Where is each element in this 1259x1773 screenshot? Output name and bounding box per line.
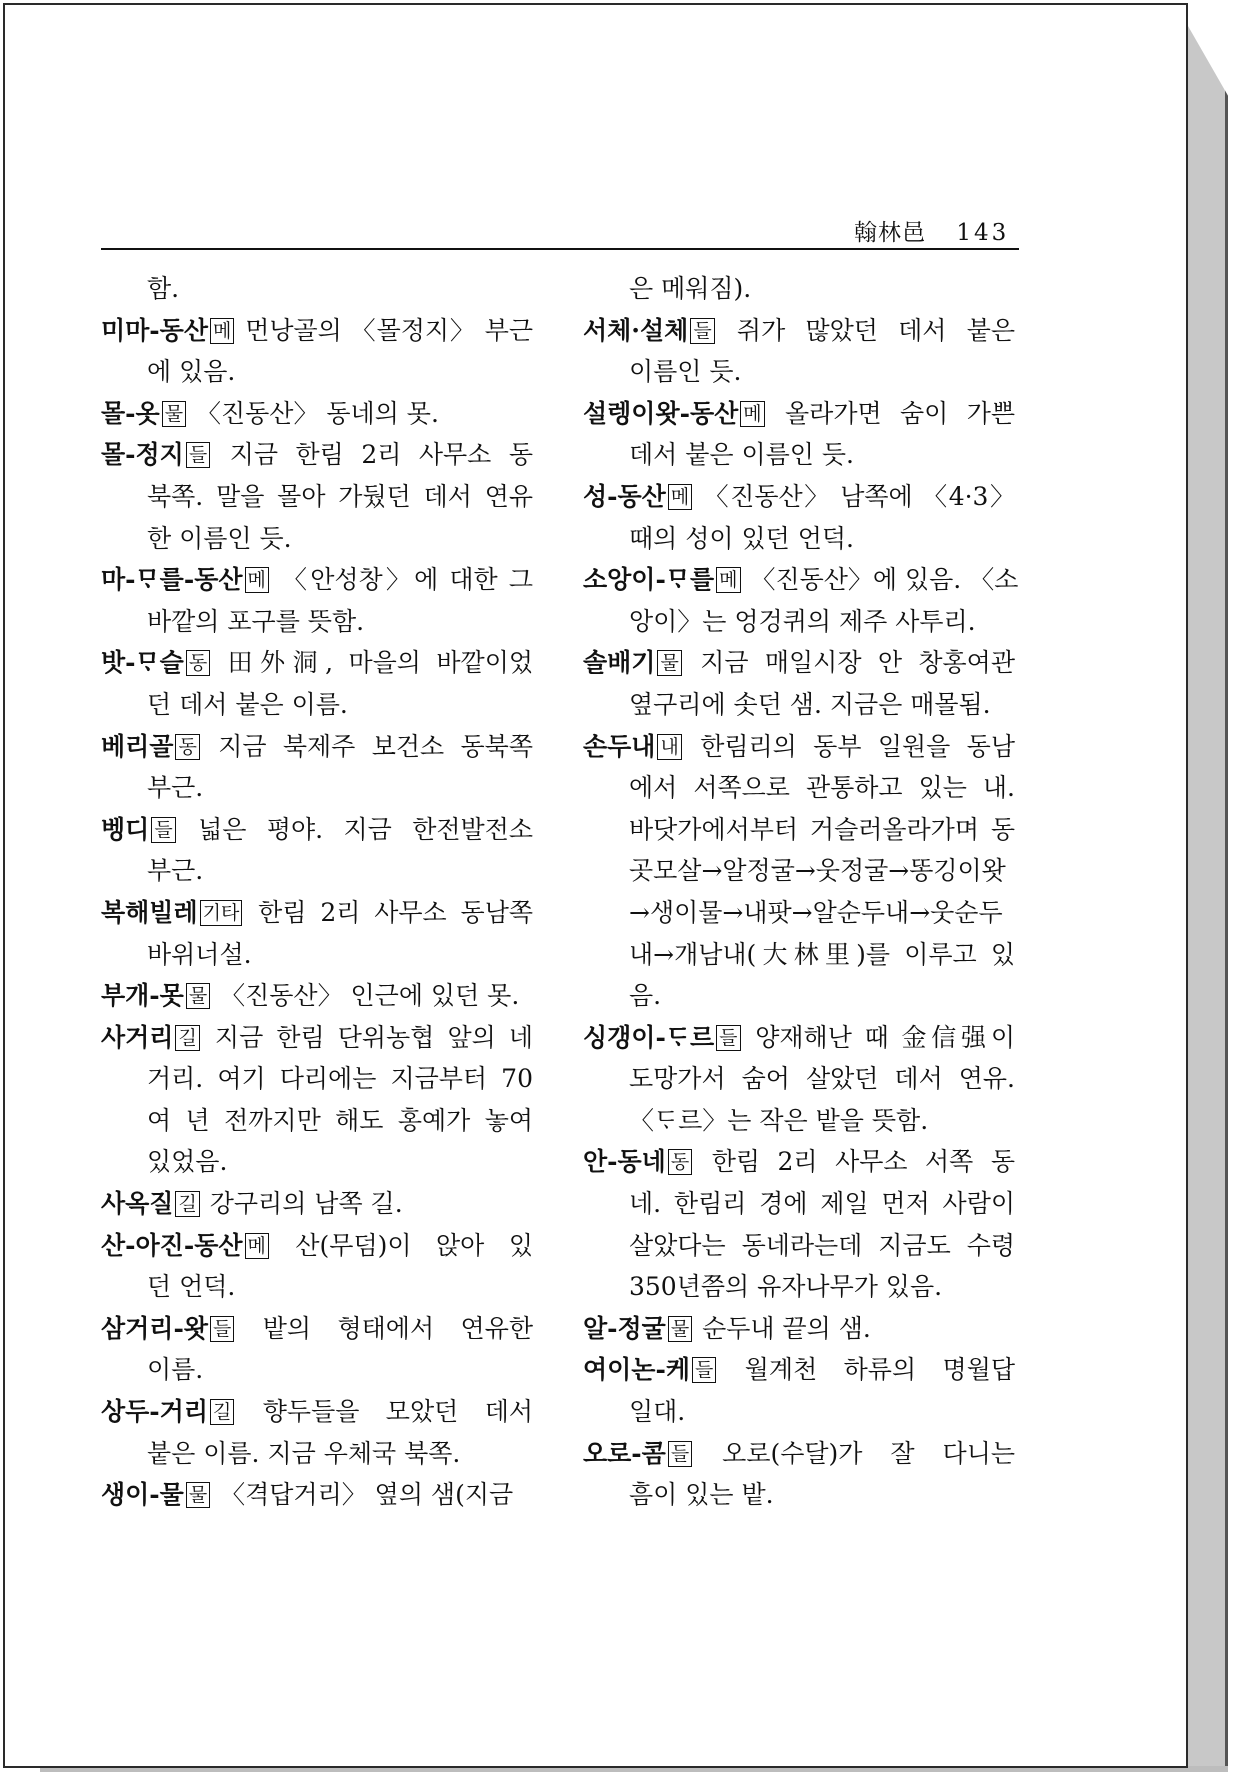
entry-category-tag: 메	[668, 484, 692, 510]
entry-continuation: 바닷가에서부터 거슬러올라가며 동	[629, 814, 1015, 844]
entry-category-tag: 물	[186, 1482, 210, 1508]
entry-first-line	[583, 1141, 1015, 1183]
entry-continuation: 부근.	[147, 773, 204, 803]
entry-first-line	[101, 892, 533, 934]
entry-first-line	[101, 1474, 533, 1516]
entry-continuation: 이름.	[147, 1355, 204, 1385]
entry-continuation: 바깥의 포구를 뜻함.	[147, 606, 365, 636]
entry-category-tag: 메	[740, 401, 764, 427]
entry-headword: 생이-물	[101, 1480, 184, 1510]
entry-headword: 삼거리-왓	[101, 1313, 208, 1343]
entry-category-tag: 메	[716, 567, 740, 593]
entry-first-line	[583, 476, 1015, 518]
entry-definition: 오로(수달)가 잘 다니는	[694, 1438, 1015, 1468]
entry-headword: 산-아진-동산	[101, 1230, 243, 1260]
entry-category-tag: 들	[690, 318, 714, 344]
entry-definition: 쥐가 많았던 데서 붙은	[716, 315, 1015, 345]
entry-definition: 〈진동산〉 남쪽에 〈4·3〉	[694, 481, 1015, 511]
entry-category-tag: 메	[245, 1233, 269, 1259]
entry-headword: 복해빌레	[101, 897, 198, 927]
entry-category-tag: 동	[668, 1149, 692, 1175]
entry-first-line	[101, 434, 533, 476]
entry-continuation: 옆구리에 솟던 샘. 지금은 매몰됨.	[629, 689, 991, 719]
entry-headword: 손두내	[583, 731, 656, 761]
entry-continuation: 내→개남내(大林里)를 이루고 있	[629, 939, 1015, 969]
entry-continuation: 살았다는 동네라는데 지금도 수령	[629, 1230, 1015, 1260]
entry-category-tag: 내	[657, 734, 681, 760]
page-edge-shadow	[1188, 26, 1228, 1770]
entry-definition: 양재해난 때 金信强이	[742, 1022, 1015, 1052]
entry-first-line	[583, 1308, 1015, 1350]
entry-definition: 〈격답거리〉 옆의 샘(지금	[212, 1480, 514, 1510]
entry-definition: 순두내 끝의 샘.	[694, 1313, 871, 1343]
entry-category-tag: 동	[175, 734, 199, 760]
entry-definition: 한림리의 동부 일원을 동남	[683, 731, 1015, 761]
entry-category-tag: 메	[210, 318, 234, 344]
entry-first-line	[583, 1017, 1015, 1059]
entry-continuation: 350년쯤의 유자나무가 있음.	[629, 1272, 943, 1302]
header-rule	[101, 248, 1019, 250]
entry-headword: 베리골	[101, 731, 174, 761]
entry-definition: 지금 한림 2리 사무소 동	[212, 440, 533, 470]
entry-definition: 〈안성창〉에 대한 그	[270, 565, 533, 595]
entry-headword: 설렝이왓-동산	[583, 398, 739, 428]
entry-continuation: 에 있음.	[147, 357, 236, 387]
entry-continuation: 〈ᄃᆞ르〉는 작은 밭을 뜻함.	[629, 1105, 929, 1135]
entry-category-tag: 물	[668, 1316, 692, 1342]
page-number: 143	[956, 220, 1010, 246]
entry-definition: 산(무덤)이 앉아 있	[270, 1230, 533, 1260]
entry-category-tag: 들	[716, 1025, 740, 1051]
entry-headword: 몰-정지	[101, 440, 184, 470]
entry-headword: 벵디	[101, 814, 150, 844]
entry-continuation: 여 년 전까지만 해도 홍예가 놓여	[147, 1105, 533, 1135]
entry-headword: 오로-콤	[583, 1438, 666, 1468]
entry-category-tag: 메	[245, 567, 269, 593]
entry-first-line	[101, 559, 533, 601]
entry-continuation: 은 메워짐).	[629, 274, 752, 303]
entry-headword: 소앙이-ᄆᆞ를	[583, 565, 715, 595]
entry-headword: 여이논-케	[583, 1355, 690, 1385]
entry-category-tag: 길	[210, 1399, 234, 1425]
entry-headword: 몰-옷	[101, 398, 160, 428]
entry-first-line	[583, 1433, 1015, 1475]
entry-continuation: 흠이 있는 밭.	[629, 1480, 774, 1510]
entry-definition: 지금 매일시장 안 창홍여관	[683, 648, 1015, 678]
entry-first-line	[101, 726, 533, 768]
entry-continuation: 일대.	[629, 1397, 686, 1427]
entry-category-tag: 길	[175, 1191, 199, 1217]
entry-continuation: 함.	[147, 274, 180, 303]
entry-category-tag: 길	[175, 1025, 199, 1051]
entry-first-line	[583, 726, 1015, 768]
entry-definition: 田外洞, 마을의 바깥이었	[212, 648, 533, 678]
entry-first-line	[101, 1308, 533, 1350]
entry-headword: 상두-거리	[101, 1397, 208, 1427]
entry-continuation: 네. 한림리 경에 제일 먼저 사람이	[629, 1189, 1015, 1219]
entry-continuation: 북쪽. 말을 몰아 가뒀던 데서 연유	[147, 481, 533, 511]
entry-continuation: 부근.	[147, 856, 204, 886]
entry-headword: 솔배기	[583, 648, 656, 678]
entry-continuation: 한 이름인 듯.	[147, 523, 292, 553]
entry-first-line	[101, 1391, 533, 1433]
entry-continuation: →생이물→내팟→알순두내→웃순두	[629, 897, 1003, 927]
right-column	[583, 268, 1019, 1516]
entry-headword: 마-ᄆᆞ를-동산	[101, 565, 243, 595]
entry-headword: 사거리	[101, 1022, 174, 1052]
entry-headword: 사옥질	[101, 1189, 174, 1219]
entry-continuation: 때의 성이 있던 언덕.	[629, 523, 854, 553]
entry-continuation: 던 언덕.	[147, 1272, 236, 1302]
entry-continuation: 붙은 이름. 지금 우체국 북쪽.	[147, 1438, 461, 1468]
entry-first-line	[101, 310, 533, 352]
entry-headword: 안-동네	[583, 1147, 666, 1177]
entry-first-line	[583, 559, 1019, 601]
entry-category-tag: 들	[186, 442, 210, 468]
entry-definition: 〈진동산〉에 있음. 〈소	[742, 565, 1019, 595]
entry-definition: 밭의 형태에서 연유한	[236, 1313, 533, 1343]
entry-category-tag: 물	[186, 983, 210, 1009]
entry-continuation: 데서 붙은 이름인 듯.	[629, 440, 854, 470]
entry-headword: 성-동산	[583, 481, 666, 511]
entry-continuation: 이름인 듯.	[629, 357, 742, 387]
entry-headword: 부개-못	[101, 981, 184, 1011]
entry-headword: 밧-ᄆᆞ슬	[101, 648, 184, 678]
entry-definition: 〈진동산〉 동네의 못.	[188, 398, 439, 428]
entry-definition: 한림 2리 사무소 동남쪽	[244, 897, 533, 927]
entry-continuation: 앙이〉는 엉겅퀴의 제주 사투리.	[629, 606, 976, 636]
entry-first-line	[583, 310, 1015, 352]
running-head-title: 翰林邑	[854, 220, 926, 246]
entry-first-line	[101, 393, 533, 435]
entry-category-tag: 동	[186, 650, 210, 676]
entry-definition: 넓은 평야. 지금 한전발전소	[177, 814, 533, 844]
entry-headword: 서체·설체	[583, 315, 689, 345]
entry-continuation: 에서 서쪽으로 관통하고 있는 내.	[629, 773, 1015, 803]
entry-headword: 싱갱이-ᄃᆞ르	[583, 1022, 715, 1052]
entry-first-line	[101, 642, 533, 684]
entry-first-line	[101, 1183, 533, 1225]
entry-continuation: 있었음.	[147, 1147, 228, 1177]
entry-definition: 지금 북제주 보건소 동북쪽	[201, 731, 533, 761]
left-column	[101, 268, 533, 1516]
entry-first-line	[583, 1349, 1015, 1391]
entry-continuation: 거리. 여기 다리에는 지금부터 70	[147, 1064, 533, 1094]
entry-category-tag: 기타	[200, 900, 243, 926]
entry-definition: 향두들을 모았던 데서	[236, 1397, 533, 1427]
entry-definition: 지금 한림 단위농협 앞의 네	[201, 1022, 533, 1052]
entry-first-line	[101, 809, 533, 851]
entry-definition: 한림 2리 사무소 서쪽 동	[694, 1147, 1015, 1177]
entry-continuation: 도망가서 숨어 살았던 데서 연유.	[629, 1064, 1015, 1094]
entry-category-tag: 들	[668, 1441, 692, 1467]
entry-category-tag: 들	[692, 1357, 716, 1383]
entry-headword: 미마-동산	[101, 315, 208, 345]
entry-definition: 먼낭골의 〈몰정지〉 부근	[236, 315, 533, 345]
entry-headword: 알-정굴	[583, 1313, 666, 1343]
entry-definition: 월계천 하류의 명월답	[718, 1355, 1015, 1385]
entry-first-line	[583, 642, 1015, 684]
running-head	[854, 214, 1009, 247]
entry-definition: 올라가면 숨이 가쁜	[766, 398, 1015, 428]
entry-category-tag: 물	[162, 401, 186, 427]
entry-continuation: 음.	[629, 981, 662, 1011]
entry-first-line	[101, 1225, 533, 1267]
entry-category-tag: 들	[210, 1316, 234, 1342]
entry-category-tag: 들	[151, 817, 175, 843]
entry-first-line	[101, 975, 533, 1017]
entry-continuation: 바위너설.	[147, 939, 252, 969]
entry-definition: 〈진동산〉 인근에 있던 못.	[212, 981, 520, 1011]
entry-continuation: 던 데서 붙은 이름.	[147, 689, 348, 719]
entry-definition: 강구리의 남쪽 길.	[201, 1189, 403, 1219]
entry-first-line	[583, 393, 1015, 435]
entry-category-tag: 물	[657, 650, 681, 676]
entry-first-line	[101, 1017, 533, 1059]
entry-continuation: 곳모살→알정굴→웃정굴→똥깅이왓	[629, 856, 1006, 886]
